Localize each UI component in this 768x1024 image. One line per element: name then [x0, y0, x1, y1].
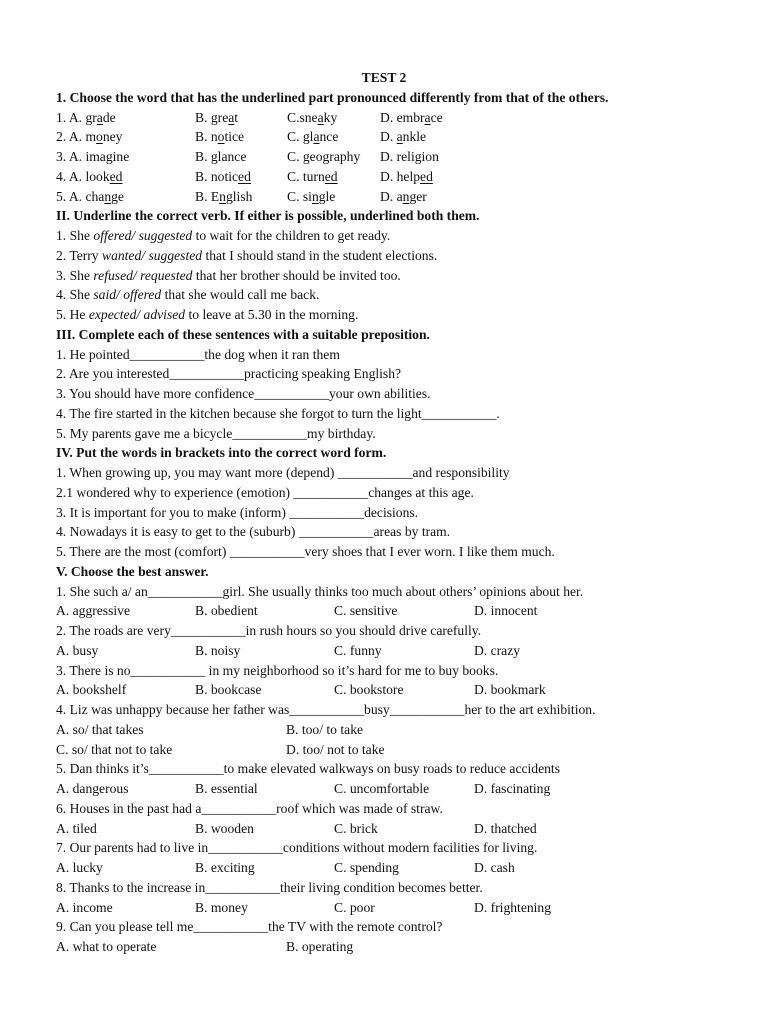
answer-option: C. so/ that not to take [56, 741, 173, 757]
answer-option: A. so/ that takes [56, 721, 144, 737]
options-row [56, 680, 728, 700]
question-row [56, 147, 728, 167]
answer-option: B. obedient [195, 603, 258, 619]
answer-option: C.sneaky [287, 109, 338, 125]
sentence-item: 3. It is important for you to make (inform) ___________decisions. [56, 504, 419, 520]
sentence-item: 2. Are you interested___________practicing speaking English? [56, 366, 402, 382]
underlined-part: ed [324, 168, 338, 184]
answer-option: D. anger [380, 188, 427, 204]
answer-option: B. noisy [195, 642, 241, 658]
answer-option: B. money [195, 899, 248, 915]
answer-option: B. bookcase [195, 682, 262, 698]
options-row [56, 641, 728, 661]
options-row [56, 740, 728, 760]
answer-option: A. lucky [56, 860, 103, 875]
answer-option: B. too/ to take [286, 721, 364, 737]
options-row [56, 601, 728, 621]
answer-option: D. too/ not to take [286, 741, 385, 757]
underlined-part: n [402, 188, 410, 204]
answer-option: B. wooden [195, 820, 254, 836]
answer-option: D. cash [474, 860, 515, 875]
underlined-part: o [217, 129, 225, 145]
sentence-item: 2. Terry wanted/ suggested that I should stand in the student elections. [56, 247, 438, 263]
question-stem: 3. There is no___________ in my neighborhood so it’s hard for me to buy books. [56, 662, 499, 678]
underlined-part: a [313, 129, 320, 145]
answer-option: D. thatched [474, 820, 537, 836]
answer-option: B. essential [195, 781, 258, 796]
section3-heading: III. Complete each of these sentences with a suitable preposition. [56, 326, 430, 342]
answer-option: C. spending [334, 860, 399, 875]
sentence-item: 4. The fire started in the kitchen because she forgot to turn the light___________. [56, 405, 500, 421]
question-row [56, 108, 728, 128]
answer-option: B. English [195, 188, 253, 204]
answer-option: C. turned [287, 168, 338, 184]
answer-option: A. busy [56, 642, 99, 658]
underlined-part: n [219, 188, 226, 204]
underlined-part: n [104, 188, 112, 204]
answer-option: A. dangerous [56, 781, 129, 796]
verb-choice[interactable]: wanted/ suggested [102, 247, 203, 263]
answer-option: B. glance [195, 149, 247, 164]
underlined-part: g [105, 149, 113, 164]
answer-option: B. noticed [195, 168, 251, 184]
answer-option: C. bookstore [334, 682, 404, 698]
answer-option: D. bookmark [474, 682, 546, 698]
section1-heading: 1. Choose the word that has the underlined part pronounced differently from that of the others. [56, 89, 609, 105]
options-row [56, 858, 728, 878]
answer-option: A. what to operate [56, 939, 157, 954]
verb-choice[interactable]: expected/ advised [88, 307, 186, 322]
underlined-part: a [424, 109, 431, 125]
answer-option: B. notice [195, 129, 245, 145]
options-row [56, 898, 728, 918]
underlined-part: g [210, 149, 218, 164]
answer-option: B. exciting [195, 860, 255, 875]
question-row [56, 127, 728, 147]
answer-option: D. helped [380, 168, 433, 184]
verb-choice[interactable]: said/ offered [93, 287, 162, 303]
answer-option: 2. A. money [56, 129, 123, 145]
answer-option: D. frightening [474, 899, 552, 915]
underlined-part: n [311, 188, 319, 204]
answer-option: D. religion [380, 149, 439, 164]
section5-heading: V. Choose the best answer. [56, 563, 209, 579]
answer-option: A. tiled [56, 820, 97, 836]
answer-option: C. funny [334, 642, 382, 658]
options-row [56, 720, 728, 740]
answer-option: D. embrace [380, 109, 443, 125]
answer-option: C. brick [334, 820, 378, 836]
question-row [56, 167, 728, 187]
answer-option: C. uncomfortable [334, 781, 430, 796]
answer-option: 1. A. grade [56, 109, 116, 125]
underlined-part: o [96, 129, 103, 145]
test-title: TEST 2 [361, 70, 407, 85]
answer-option: C. sensitive [334, 603, 398, 619]
question-stem: 8. Thanks to the increase in___________their living condition becomes better. [56, 879, 483, 895]
sentence-item: 3. She refused/ requested that her brother should be invited too. [56, 267, 401, 283]
question-stem: 2. The roads are very___________in rush hours so you should drive carefully. [56, 623, 482, 638]
question-stem: 1. She such a/ an___________girl. She usually thinks too much about others’ opinions about her. [56, 583, 584, 599]
answer-option: A. aggressive [56, 603, 130, 619]
answer-option: A. bookshelf [56, 682, 127, 698]
answer-option: 4. A. looked [56, 168, 123, 184]
underlined-part: a [96, 109, 103, 125]
question-row [56, 187, 728, 207]
answer-option: D. crazy [474, 642, 521, 658]
section4-heading: IV. Put the words in brackets into the correct word form. [56, 445, 387, 461]
sentence-item: 5. He expected/ advised to leave at 5.30 in the morning. [56, 307, 359, 322]
sentence-item: 4. Nowadays it is easy to get to the (suburb) ___________areas by tram. [56, 524, 451, 540]
question-stem: 7. Our parents had to live in___________conditions without modern facilities for living. [56, 840, 538, 856]
answer-option: D. innocent [474, 603, 538, 619]
underlined-part: g [302, 149, 310, 164]
underlined-part: a [396, 129, 403, 145]
answer-option: 5. A. change [56, 188, 124, 204]
sentence-item: 4. She said/ offered that she would call me back. [56, 287, 320, 303]
options-row [56, 819, 728, 839]
answer-option: C. single [287, 188, 336, 204]
answer-option: 3. A. imagine [56, 149, 130, 164]
options-row [56, 779, 728, 799]
answer-option: B. great [195, 109, 239, 125]
sentence-item: 2.1 wondered why to experience (emotion) ___________changes at this age. [56, 484, 474, 500]
answer-option: C. geography [287, 149, 361, 164]
question-stem: 4. Liz was unhappy because her father was___________busy___________her to the art exhibition. [56, 702, 596, 717]
verb-choice[interactable]: refused/ requested [93, 267, 193, 283]
answer-option: C. glance [287, 129, 339, 145]
question-stem: 6. Houses in the past had a___________roof which was made of straw. [56, 800, 443, 816]
underlined-part: a [228, 109, 235, 125]
sentence-item: 1. He pointed___________the dog when it ran them [56, 346, 340, 362]
underlined-part: ed [109, 168, 123, 184]
underlined-part: ed [238, 168, 251, 184]
answer-option: B. operating [286, 939, 354, 954]
sentence-item: 1. When growing up, you may want more (depend) ___________and responsibility [56, 465, 510, 480]
question-stem: 5. Dan thinks it’s___________to make elevated walkways on busy roads to reduce accidents [56, 761, 560, 777]
sentence-item: 5. My parents gave me a bicycle___________my birthday. [56, 425, 376, 441]
answer-option: C. poor [334, 899, 375, 915]
underlined-part: g [414, 149, 422, 164]
underlined-part: ed [420, 168, 433, 184]
answer-option: A. income [56, 899, 113, 915]
underlined-part: a [317, 109, 324, 125]
answer-option: D. fascinating [474, 781, 551, 796]
question-stem: 9. Can you please tell me___________the TV with the remote control? [56, 919, 443, 935]
section2-heading: II. Underline the correct verb. If either is possible, underlined both them. [56, 208, 480, 224]
verb-choice[interactable]: offered/ suggested [93, 228, 193, 243]
sentence-item: 1. She offered/ suggested to wait for the children to get ready. [56, 228, 391, 243]
sentence-item: 5. There are the most (comfort) ___________very shoes that I ever worn. I like them much. [56, 544, 555, 559]
options-row [56, 937, 728, 957]
sentence-item: 3. You should have more confidence___________your own abilities. [56, 386, 431, 401]
answer-option: D. ankle [380, 129, 427, 145]
